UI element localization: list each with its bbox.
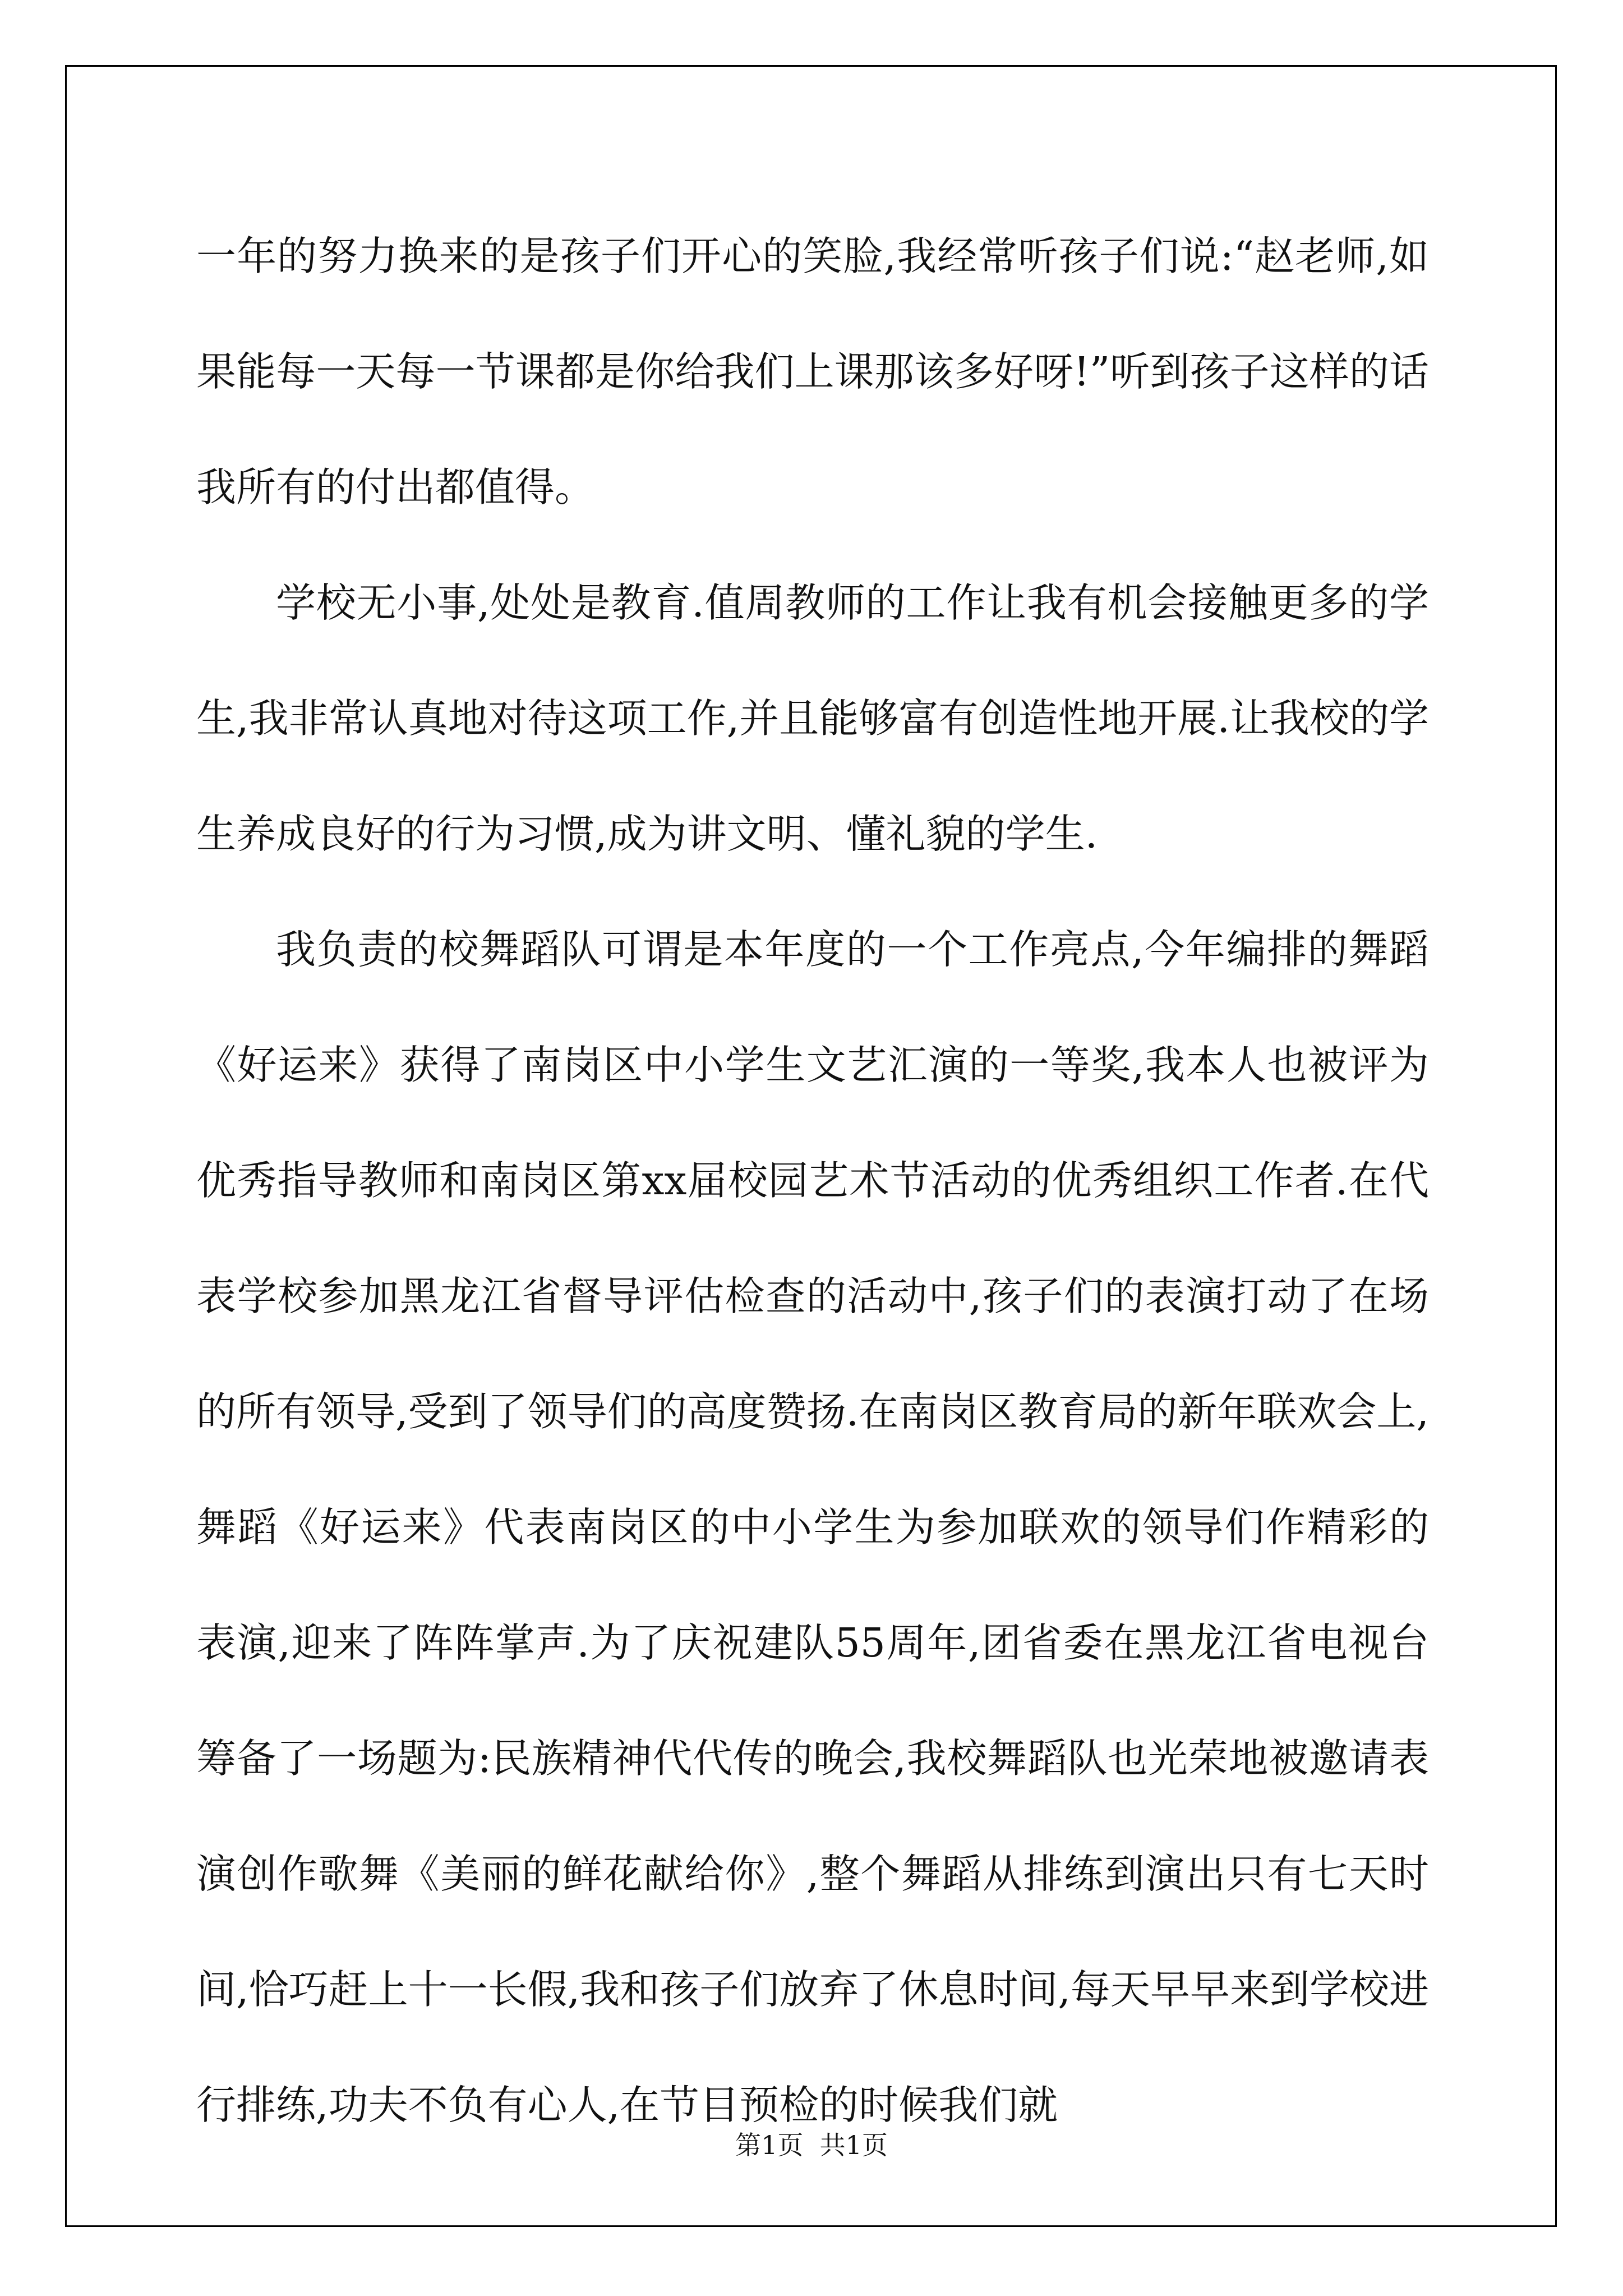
paragraph-2: 学校无小事,处处是教育.值周教师的工作让我有机会接触更多的学生,我非常认真地对待这项工作,并且能够富有创造性地开展.让我校的学生养成良好的行为习惯,成为讲文明、懂礼貌的学生. (196, 579, 1429, 857)
paragraph-1: 一年的努力换来的是孩子们开心的笑脸,我经常听孩子们说:“赵老师,如果能每一天每一节课都是你给我们上课那该多好呀!”听到孩子这样的话我所有的付出都值得。 (196, 233, 1429, 510)
paragraph-3: 我负责的校舞蹈队可谓是本年度的一个工作亮点,今年编排的舞蹈《好运来》获得了南岗区中小学生文艺汇演的一等奖,我本人也被评为优秀指导教师和南岗区第xx届校园艺术节活动的优秀组织工作者.在代表学校参加黑龙江省督导评估检查的活动中,孩子们的表演打动了在场的所有领导,受到了领导们的高度赞扬.在南岗区教育局的新年联欢会上,舞蹈《好运来》代表南岗区的中小学生为参加联欢的领导们作精彩的表演,迎来了阵阵掌声.为了庆祝建队55周年,团省委在黑龙江省电视台筹备了一场题为:民族精神代代传的晚会,我校舞蹈队也光荣地被邀请表演创作歌舞《美丽的鲜花献给你》,整个舞蹈从排练到演出只有七天时间,恰巧赶上十一长假,我和孩子们放弃了休息时间,每天早早来到学校进行排练,功夫不负有心人,在节目预检的时候我们就 (196, 926, 1429, 2128)
document-body (196, 199, 1429, 2163)
page-footer: 第1页 共1页 (735, 2130, 888, 2160)
